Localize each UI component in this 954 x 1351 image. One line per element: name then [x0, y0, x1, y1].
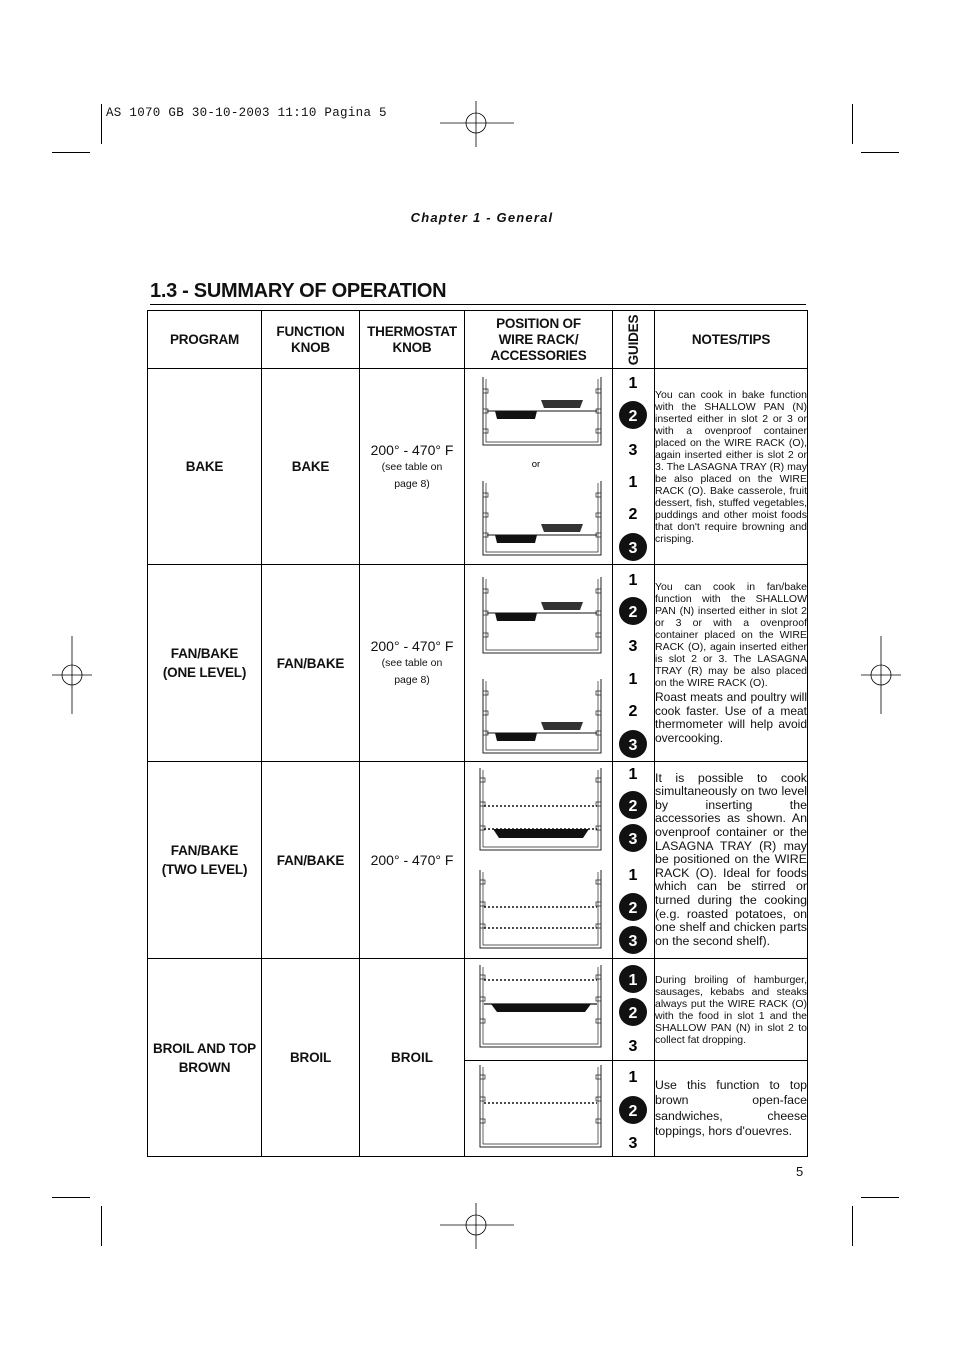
guide-number: 3: [628, 831, 638, 848]
table-row: [148, 565, 808, 762]
guides-cell: [613, 762, 655, 959]
guide-number: 1: [628, 671, 638, 688]
oven-cavity-diagram: [480, 965, 601, 1047]
guide-number: 3: [628, 933, 638, 950]
guides-cell: [613, 369, 655, 565]
guide-number: 3: [628, 540, 638, 557]
notes-cell: [655, 565, 808, 762]
notes-cell: [655, 762, 808, 959]
guide-number: 3: [628, 442, 638, 459]
guide-number: 1: [628, 572, 638, 589]
thermostat-cell: 200° - 470° F (see table on page 8): [360, 565, 465, 762]
notes-text: It is possible to cook simultaneously on two level by inserting the accessories as shown. An ovenproof container or the LASAGNA TRAY (R) may be positioned on the WIRE RACK (O). Ideal for foods which can be stirred or turned during the cooking (e.g. roasted potatoes, on one shelf and chicken parts on the second shelf).: [655, 770, 807, 948]
rack-diagram-cell: [465, 1061, 613, 1157]
table-row: [148, 369, 808, 565]
header-notes-tips: NOTES/TIPS: [655, 311, 808, 369]
table-header-row: [148, 311, 808, 369]
thermostat-cell: BROIL: [360, 959, 465, 1157]
oven-cavity-diagram: [483, 577, 601, 653]
guide-number: 2: [628, 506, 638, 523]
guide-number: 3: [628, 638, 638, 655]
guide-number: 1: [628, 867, 638, 884]
chapter-heading: Chapter 1 - General: [410, 210, 554, 225]
table-row: [148, 959, 808, 1061]
registration-mark-top: [436, 101, 516, 147]
guide-number: 2: [628, 703, 638, 720]
title-rule: [150, 304, 806, 305]
guide-number: 3: [628, 737, 638, 754]
guide-number: 1: [628, 375, 638, 392]
oven-cavity-diagram: [480, 768, 601, 850]
page-number: 5: [796, 1164, 804, 1179]
function-knob-cell: BROIL: [262, 959, 360, 1157]
registration-mark-bottom: [436, 1203, 516, 1249]
registration-mark-right: [861, 636, 901, 714]
header-thermostat-knob: THERMOSTAT KNOB: [360, 311, 465, 369]
oven-cavity-diagram: [483, 679, 601, 753]
guide-number: 2: [628, 408, 638, 425]
thermostat-cell: 200° - 470° F (see table on page 8): [360, 369, 465, 565]
oven-rack-diagram: [465, 762, 613, 958]
guides-cell: [613, 959, 655, 1061]
guide-slots: [613, 959, 655, 1060]
thermostat-cell: 200° - 470° F: [360, 762, 465, 959]
oven-rack-diagram: [465, 369, 613, 564]
rack-diagram-cell: [465, 959, 613, 1061]
function-knob-cell: BAKE: [262, 369, 360, 565]
header-position: POSITION OF WIRE RACK/ ACCESSORIES: [465, 311, 613, 369]
guide-slots: [613, 565, 655, 761]
guide-slots: [613, 762, 655, 958]
table-row: [148, 762, 808, 959]
oven-cavity-diagram: [483, 377, 601, 445]
oven-cavity-diagram: [483, 481, 601, 555]
header-function-knob: FUNCTION KNOB: [262, 311, 360, 369]
notes-text: Use this function to top brown open-face sandwiches, cheese toppings, hors d'ouevres.: [655, 1077, 807, 1138]
or-label: or: [531, 459, 541, 470]
oven-rack-diagram: [465, 565, 613, 761]
notes-cell: [655, 959, 808, 1061]
oven-cavity-diagram: [480, 1065, 601, 1147]
guide-number: 1: [628, 766, 638, 783]
guide-number: 1: [628, 474, 638, 491]
guides-cell: [613, 565, 655, 762]
guide-number: 2: [628, 900, 638, 917]
function-knob-cell: FAN/BAKE: [262, 565, 360, 762]
program-cell: FAN/BAKE (TWO LEVEL): [148, 762, 262, 959]
notes-cell: [655, 369, 808, 565]
print-slug: AS 1070 GB 30-10-2003 11:10 Pagina 5: [106, 106, 387, 120]
guide-number: 3: [628, 1135, 638, 1152]
notes-text: You can cook in bake function with the SHALLOW PAN (N) inserted either in slot 2 or 3 or with a ovenproof container placed on the WIRE RACK (O), again inserted either is slot 2 or 3. The LASAGNA TRAY (R) may be also placed on the WIRE RACK (O). Bake casserole, fruit dessert, fish, stuffed vegetables, puddings and other moist foods that don't require browning and crisping.: [655, 388, 807, 545]
oven-cavity-diagram: [480, 870, 601, 948]
oven-rack-diagram: [465, 959, 613, 1060]
rack-diagram-cell: [465, 762, 613, 959]
guide-slots: [613, 1061, 655, 1156]
rack-diagram-cell: [465, 565, 613, 762]
program-cell: BAKE: [148, 369, 262, 565]
guide-number: 2: [628, 604, 638, 621]
function-knob-cell: FAN/BAKE: [262, 762, 360, 959]
registration-mark-left: [52, 636, 92, 714]
section-title: 1.3 - SUMMARY OF OPERATION: [150, 280, 447, 302]
guide-number: 2: [628, 1005, 638, 1022]
notes-text: You can cook in fan/bake function with the SHALLOW PAN (N) inserted either in slot 2 or 3 or with a ovenproof container placed on the WIRE RACK (O), again inserted either is slot 2 or 3. The LASAGNA TRAY (R) may be also placed on the WIRE RACK (O).: [655, 581, 807, 689]
program-cell: BROIL AND TOP BROWN: [148, 959, 262, 1157]
guide-number: 2: [628, 798, 638, 815]
guide-number: 1: [628, 1069, 638, 1086]
notes-text: During broiling of hamburger, sausages, kebabs and steaks always put the WIRE RACK (O) with the food in slot 1 and the SHALLOW PAN (N) in slot 2 to collect fat dropping.: [655, 973, 807, 1046]
guide-slots: [613, 369, 655, 564]
program-cell: FAN/BAKE (ONE LEVEL): [148, 565, 262, 762]
guide-number: 1: [628, 972, 638, 989]
guide-number: 2: [628, 1103, 638, 1120]
guides-cell: [613, 1061, 655, 1157]
notes-cell: [655, 1061, 808, 1157]
guide-number: 3: [628, 1038, 638, 1055]
operation-summary-table: [147, 310, 808, 1157]
header-program: PROGRAM: [148, 311, 262, 369]
oven-rack-diagram: [465, 1061, 613, 1156]
notes-text-secondary: Roast meats and poultry will cook faster. Use of a meat thermometer will help avoid overcooking.: [655, 690, 807, 745]
header-guides: GUIDES: [613, 311, 655, 369]
rack-diagram-cell: [465, 369, 613, 565]
